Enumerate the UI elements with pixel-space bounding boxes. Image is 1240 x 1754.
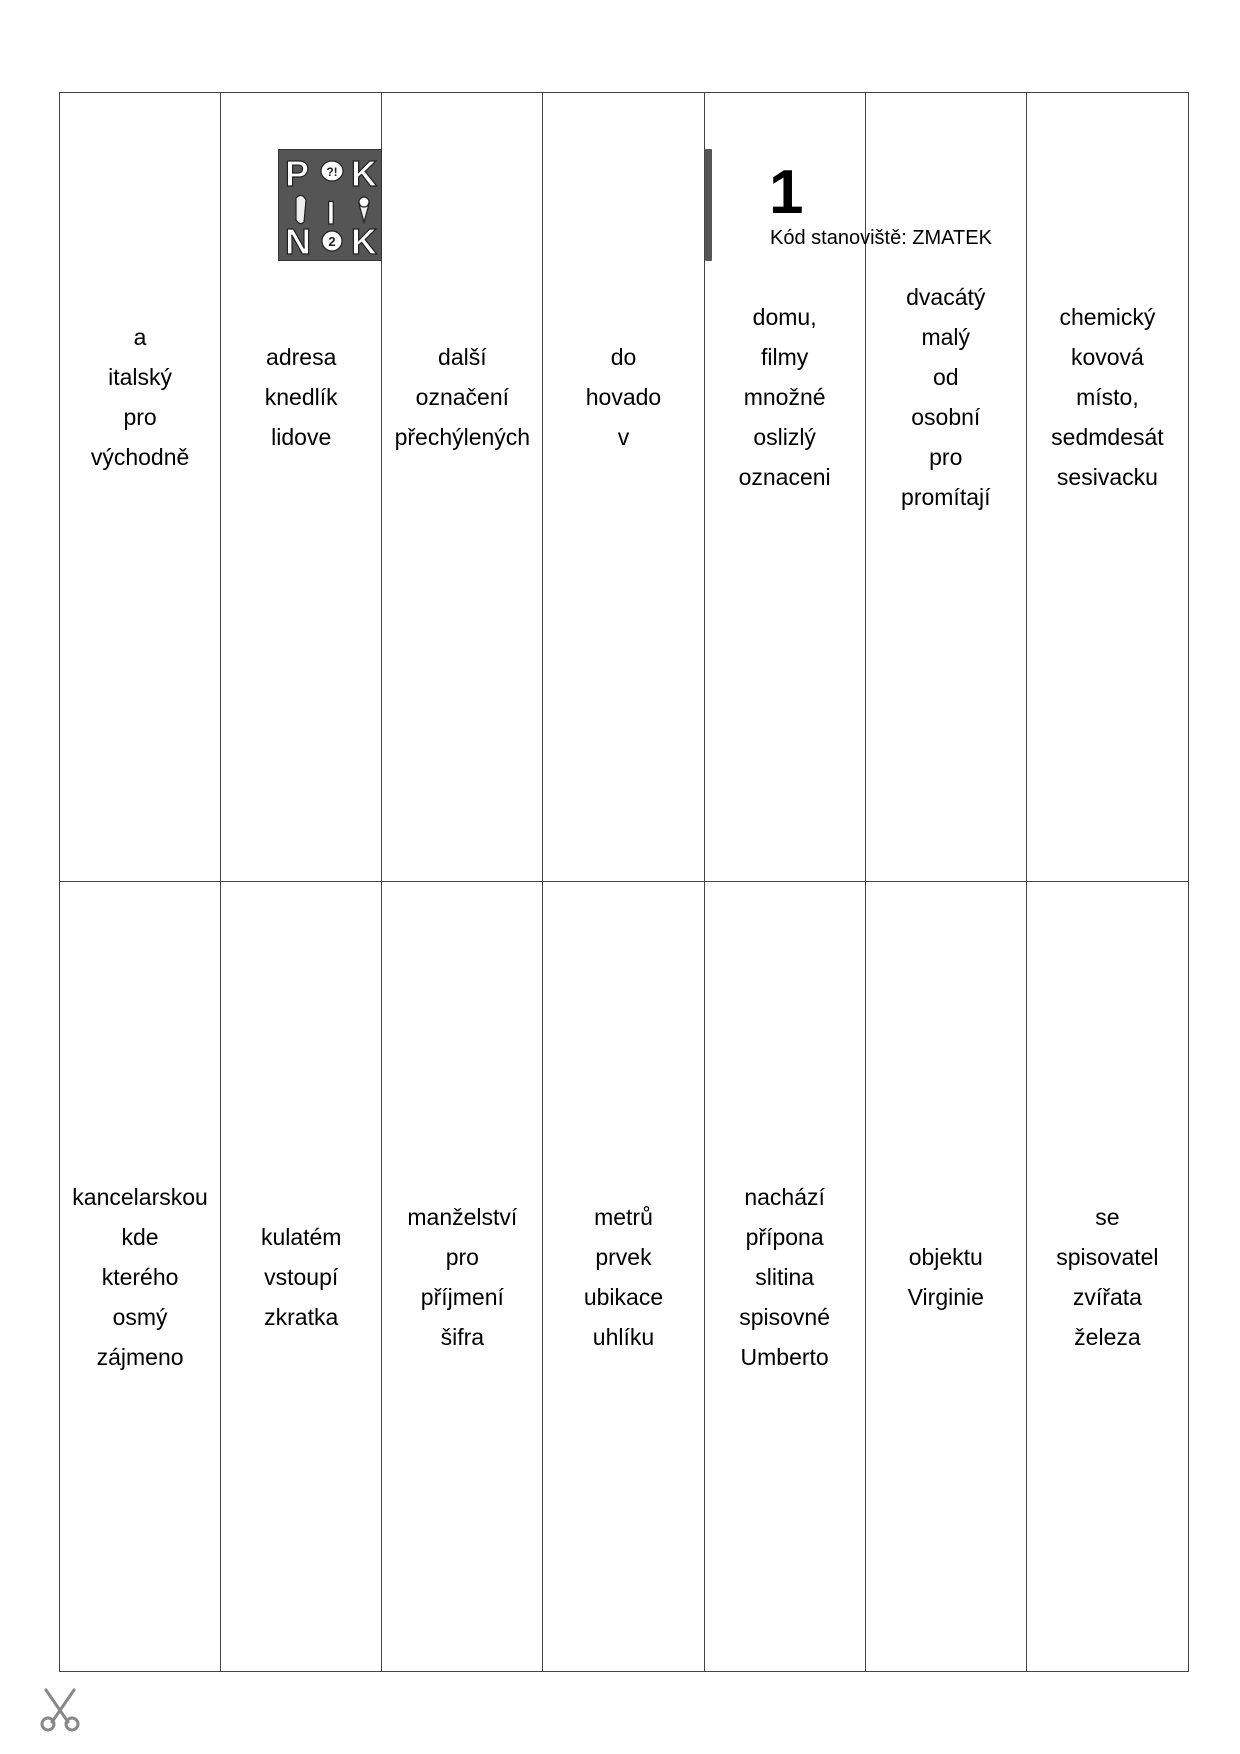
word: sedmdesát <box>1051 424 1164 450</box>
word: zvířata <box>1072 1283 1142 1310</box>
word: pro <box>445 1243 479 1270</box>
station-code: Kód stanoviště: ZMATEK <box>770 227 992 249</box>
word: filmy <box>760 344 809 370</box>
word: přípona <box>745 1223 824 1250</box>
word: slitina <box>755 1263 815 1290</box>
word: kulatém <box>260 1223 342 1250</box>
logo-letter: P <box>285 153 310 194</box>
pikniK-logo <box>278 149 382 261</box>
word: se <box>1095 1203 1120 1230</box>
word: sesivacku <box>1056 464 1158 490</box>
word: Umberto <box>740 1343 829 1370</box>
word: do <box>610 344 637 370</box>
header-divider <box>705 149 712 261</box>
word: osmý <box>112 1303 168 1330</box>
grid-cell-bottom-2 <box>221 882 382 1671</box>
word: dvacátý <box>906 284 986 310</box>
logo-bubble-text: ?! <box>326 165 338 179</box>
word: spisovatel <box>1056 1243 1159 1270</box>
logo-letter: N <box>285 221 311 260</box>
word: další <box>438 344 487 370</box>
grid-cell-bottom-4 <box>543 882 704 1671</box>
word: italský <box>108 364 173 390</box>
word: ubikace <box>583 1283 664 1310</box>
word: množné <box>743 384 826 410</box>
word: prvek <box>595 1243 652 1270</box>
grid-cell-bottom-6 <box>866 882 1027 1671</box>
grid-cell-bottom-5 <box>705 882 866 1671</box>
word: vstoupí <box>264 1263 339 1290</box>
word: nachází <box>744 1183 825 1210</box>
word: Virginie <box>907 1283 984 1310</box>
logo-letter: I <box>326 195 336 231</box>
grid-cell-bottom-7 <box>1027 882 1188 1671</box>
grid-cell-top-7 <box>1027 93 1188 882</box>
logo-badge-text: 2 <box>328 234 336 249</box>
word: pro <box>123 404 157 430</box>
word: domu, <box>752 304 817 330</box>
word: knedlík <box>264 384 338 410</box>
word: označení <box>415 384 510 410</box>
word: oslizlý <box>753 424 816 450</box>
word: železa <box>1074 1323 1141 1350</box>
word: promítají <box>901 484 991 510</box>
word: objektu <box>908 1243 983 1270</box>
word: šifra <box>440 1323 485 1350</box>
station-number: 1 <box>769 158 804 227</box>
grid-cell-top-1 <box>60 93 221 882</box>
word: spisovné <box>739 1303 831 1330</box>
word: metrů <box>594 1203 653 1230</box>
word: manželství <box>407 1203 518 1230</box>
word: kterého <box>101 1263 179 1290</box>
grid-cell-bottom-3 <box>382 882 543 1671</box>
word: osobní <box>911 404 981 430</box>
word: pro <box>929 444 963 470</box>
grid-cell-bottom-1 <box>60 882 221 1671</box>
word: východně <box>90 444 190 470</box>
logo-letter: K <box>351 153 377 194</box>
logo-letter: K <box>351 221 377 260</box>
word: chemický <box>1059 304 1156 330</box>
logo-graphic <box>279 150 381 260</box>
grid-cell-top-4 <box>543 93 704 882</box>
word: kovová <box>1070 344 1144 370</box>
word: lidove <box>271 424 332 450</box>
grid-cell-top-6 <box>866 93 1027 882</box>
word: od <box>932 364 959 390</box>
word: zájmeno <box>96 1343 184 1370</box>
word: malý <box>921 324 971 350</box>
word-grid <box>59 92 1189 1672</box>
sausage-icon <box>296 195 306 223</box>
word: místo, <box>1076 384 1139 410</box>
word: kde <box>121 1223 159 1250</box>
ice-cream-scoop-icon <box>359 197 369 207</box>
word: adresa <box>266 344 337 370</box>
scissors-icon <box>38 1688 82 1732</box>
word: hovado <box>585 384 662 410</box>
word: a <box>133 324 147 350</box>
word: příjmení <box>420 1283 504 1310</box>
grid-cell-top-3 <box>382 93 543 882</box>
word: přechýlených <box>394 424 531 450</box>
word: zkratka <box>264 1303 339 1330</box>
word: uhlíku <box>592 1323 655 1350</box>
word: kancelarskou <box>72 1183 208 1210</box>
word: oznaceni <box>738 464 831 490</box>
word: v <box>617 424 630 450</box>
